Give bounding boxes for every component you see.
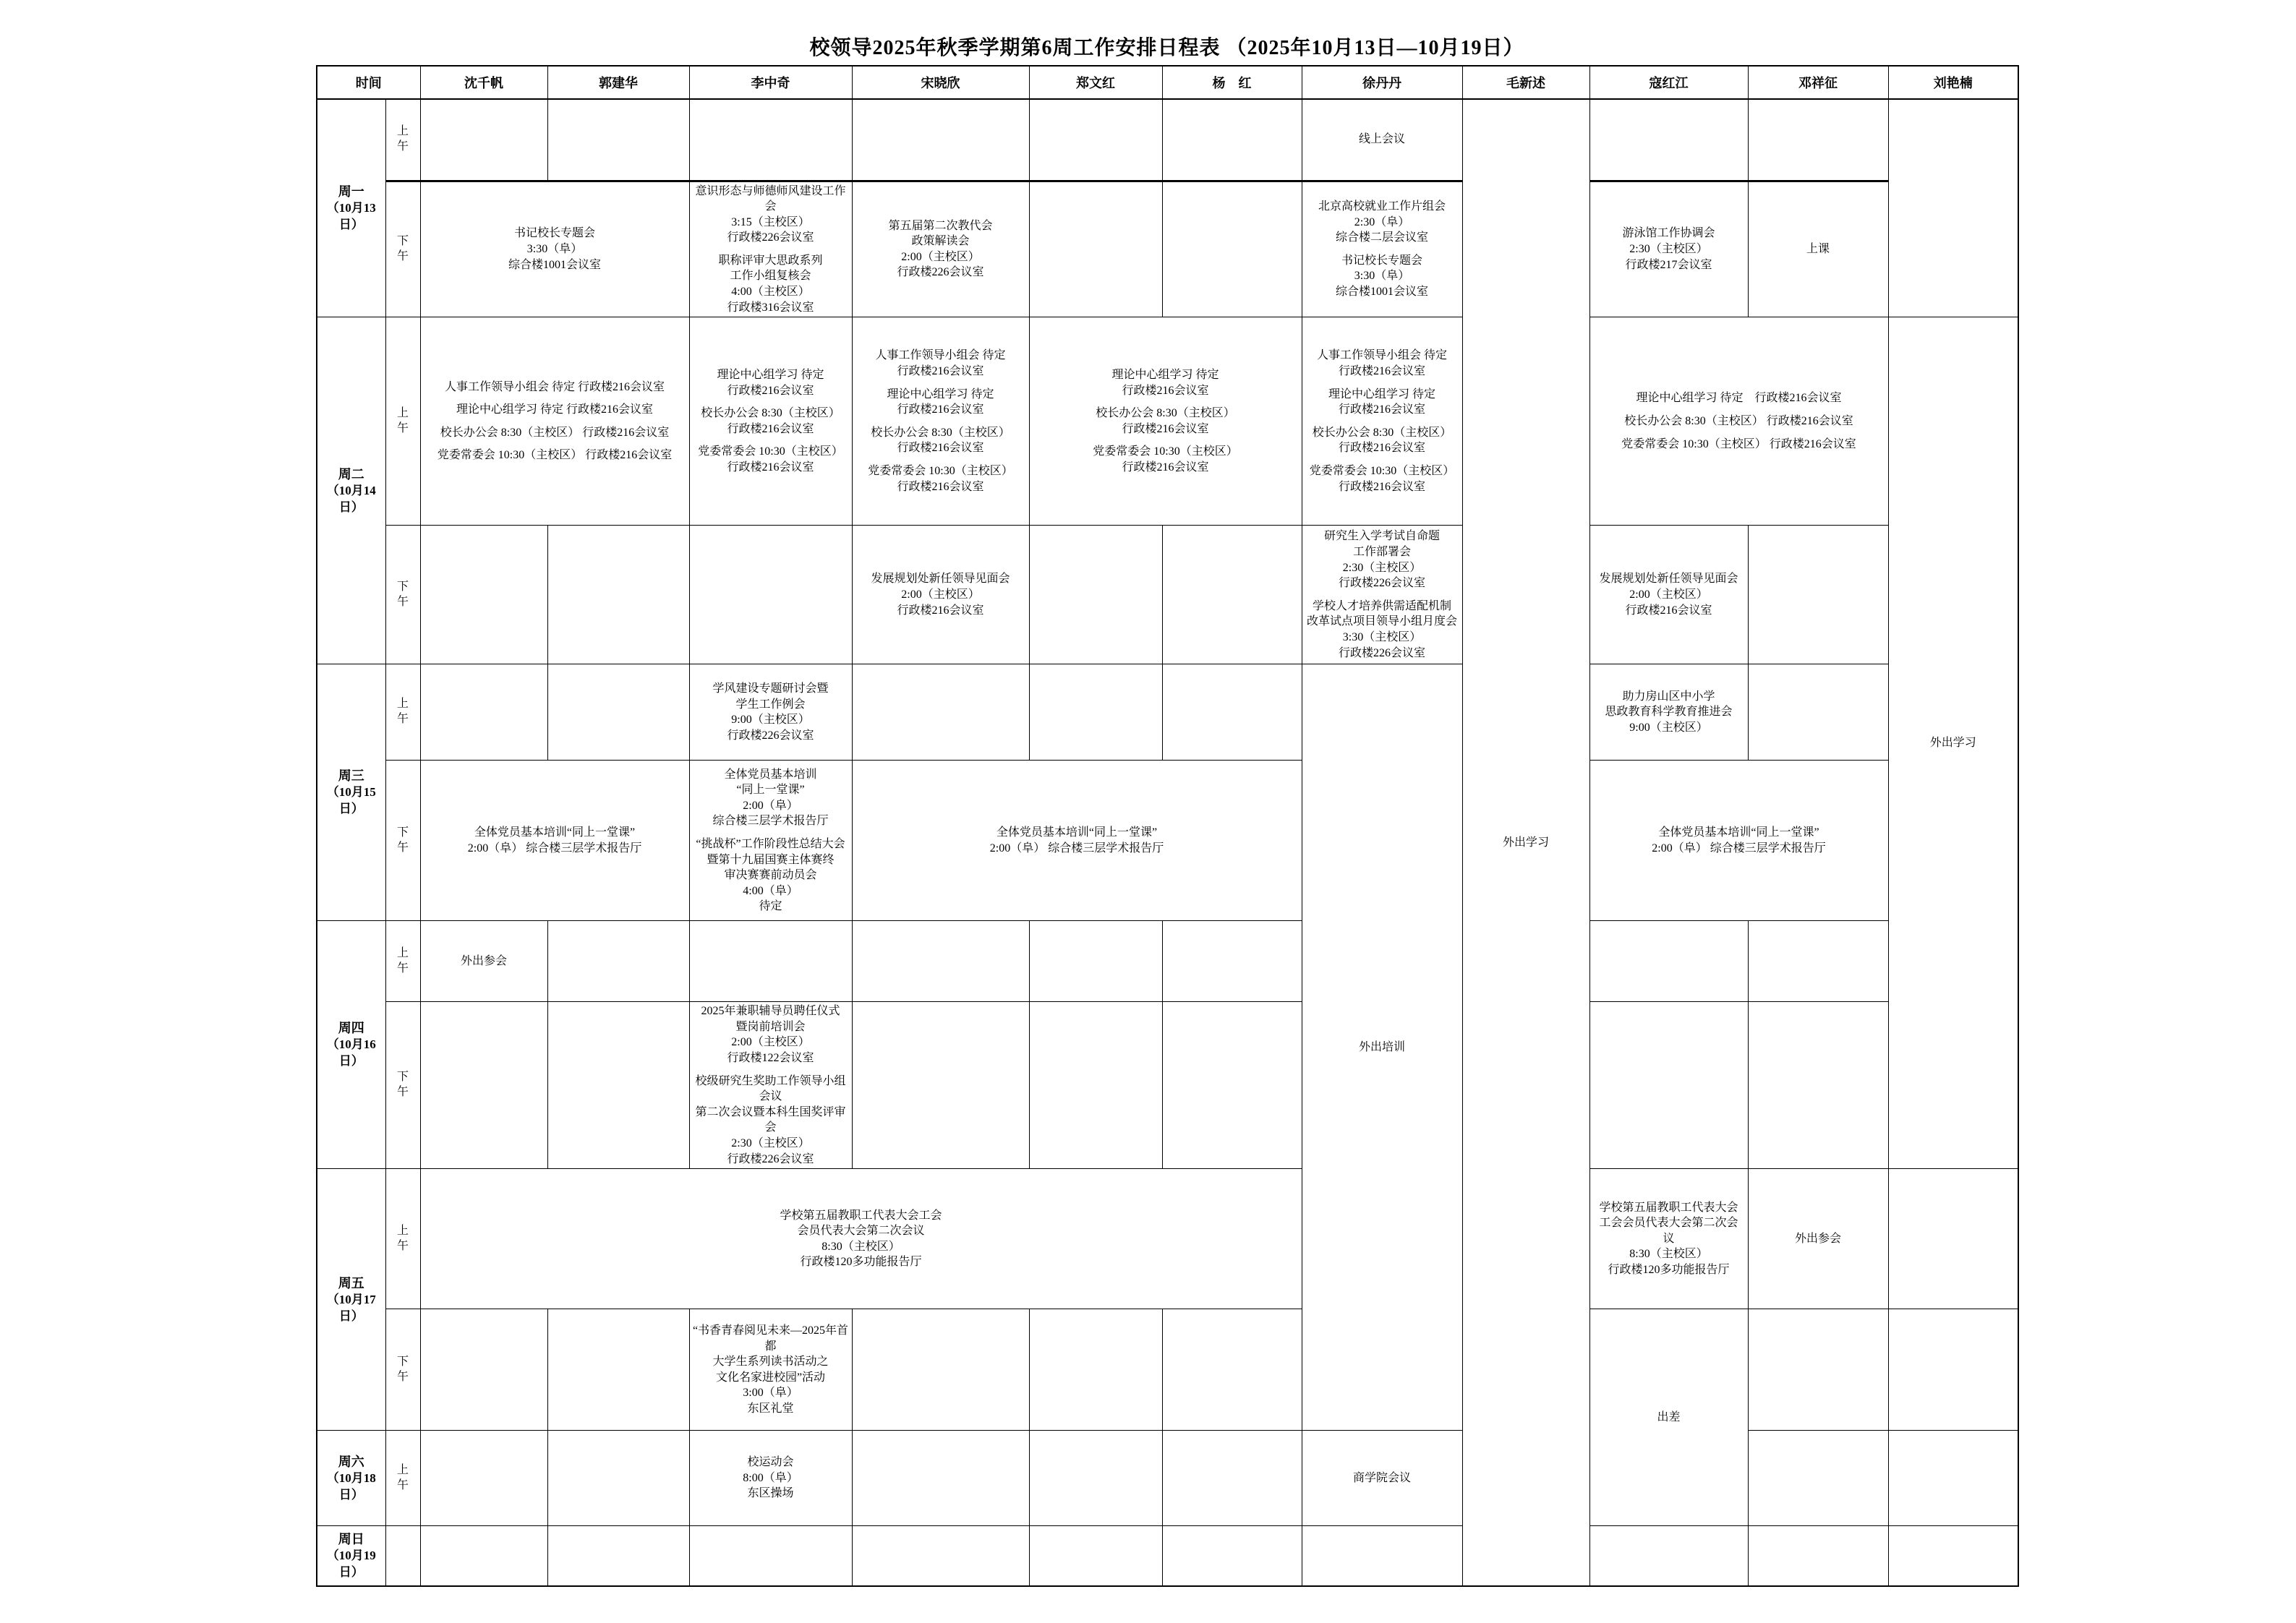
header-row [317,66,2018,99]
empty-cell [1162,1526,1302,1586]
empty-cell [852,1309,1029,1431]
schedule-cell: 全体党员基本培训“同上一堂课” 2:00（阜） 综合楼三层学术报告厅 [852,761,1302,921]
header-name-cell-2: 郭建华 [547,66,689,99]
empty-cell [1162,1431,1302,1526]
ampm-cell: 下 午 [385,761,420,921]
empty-cell [547,1002,689,1169]
day-cell: 周四 （10月16日） [317,921,385,1169]
ampm-cell [385,1526,420,1586]
table-row-11 [317,1526,2018,1586]
ampm-cell: 下 午 [385,526,420,664]
header-name-cell-7: 徐丹丹 [1302,66,1462,99]
table-row-5 [317,761,2018,921]
empty-cell [547,1309,689,1431]
empty-cell [1029,1309,1162,1431]
schedule-cell: 理论中心组学习 待定 行政楼216会议室 校长办公会 8:30（主校区） 行政楼216会议室 党委常委会 10:30（主校区） 行政楼216会议室 [689,317,852,526]
empty-cell [1888,1431,2018,1526]
header-name-cell-8: 毛新述 [1462,66,1589,99]
ampm-cell: 上 午 [385,1169,420,1309]
day-cell: 周一 （10月13日） [317,99,385,317]
schedule-cell: 意识形态与师德师风建设工作会 3:15（主校区） 行政楼226会议室 职称评审大思政系列 工作小组复核会 4:00（主校区） 行政楼316会议室 [689,181,852,317]
empty-cell [1589,1526,1748,1586]
header-name-cell-5: 郑文红 [1029,66,1162,99]
ampm-cell: 上 午 [385,317,420,526]
day-cell: 周五 （10月17日） [317,1169,385,1431]
table-row-6 [317,921,2018,1002]
schedule-cell: 外出学习 [1888,317,2018,1169]
empty-cell [420,99,547,181]
empty-cell [1162,181,1302,317]
table-row-7 [317,1002,2018,1169]
table-row-3 [317,526,2018,664]
schedule-cell: 全体党员基本培训“同上一堂课” 2:00（阜） 综合楼三层学术报告厅 [1589,761,1888,921]
empty-cell [852,664,1029,761]
day-cell: 周二 （10月14日） [317,317,385,664]
empty-cell [852,1431,1029,1526]
empty-cell [1029,526,1162,664]
table-row-1 [317,181,2018,317]
day-cell: 周六 （10月18日） [317,1431,385,1526]
schedule-body [317,66,2018,1586]
schedule-cell: 人事工作领导小组会 待定 行政楼216会议室 理论中心组学习 待定 行政楼216会议室 校长办公会 8:30（主校区） 行政楼216会议室 党委常委会 10:30（主校区） 行政楼216会议室 [420,317,689,526]
empty-cell [420,1309,547,1431]
schedule-cell: 助力房山区中小学 思政教育科学教育推进会 9:00（主校区） [1589,664,1748,761]
empty-cell [547,526,689,664]
schedule-cell: 发展规划处新任领导见面会 2:00（主校区） 行政楼216会议室 [852,526,1029,664]
schedule-cell: 学校第五届教职工代表大会 工会会员代表大会第二次会 议 8:30（主校区） 行政楼120多功能报告厅 [1589,1169,1748,1309]
header-time-cell: 时间 [317,66,420,99]
empty-cell [1029,181,1162,317]
table-row-2 [317,317,2018,526]
empty-cell [1162,1002,1302,1169]
empty-cell [1029,1002,1162,1169]
schedule-cell: 外出培训 [1302,664,1462,1431]
header-name-cell-11: 刘艳楠 [1888,66,2018,99]
schedule-cell: 外出学习 [1462,99,1589,1586]
empty-cell [1162,1309,1302,1431]
table-row-8 [317,1169,2018,1309]
empty-cell [1748,99,1888,181]
empty-cell [1029,99,1162,181]
schedule-cell: 线上会议 [1302,99,1462,181]
empty-cell [1888,99,2018,317]
empty-cell [1888,1309,2018,1431]
table-row-10 [317,1431,2018,1526]
schedule-cell: 人事工作领导小组会 待定 行政楼216会议室 理论中心组学习 待定 行政楼216会议室 校长办公会 8:30（主校区） 行政楼216会议室 党委常委会 10:30（主校区） 行政楼216会议室 [1302,317,1462,526]
schedule-cell: 书记校长专题会 3:30（阜） 综合楼1001会议室 [420,181,689,317]
empty-cell [852,921,1029,1002]
page-title: 校领导2025年秋季学期第6周工作安排日程表 （2025年10月13日—10月19日） [809,37,1524,59]
empty-cell [1748,921,1888,1002]
empty-cell [1748,1309,1888,1431]
schedule-cell: 商学院会议 [1302,1431,1462,1526]
empty-cell [1162,664,1302,761]
ampm-cell: 上 午 [385,1431,420,1526]
empty-cell [689,921,852,1002]
empty-cell [547,1431,689,1526]
schedule-cell: 第五届第二次教代会 政策解读会 2:00（主校区） 行政楼226会议室 [852,181,1029,317]
empty-cell [689,526,852,664]
ampm-cell: 下 午 [385,1002,420,1169]
table-row-9 [317,1309,2018,1431]
empty-cell [1162,99,1302,181]
schedule-cell: 发展规划处新任领导见面会 2:00（主校区） 行政楼216会议室 [1589,526,1748,664]
schedule-cell: 2025年兼职辅导员聘任仪式 暨岗前培训会 2:00（主校区） 行政楼122会议室 校级研究生奖助工作领导小组会议 第二次会议暨本科生国奖评审会 2:30（主校区） 行政楼226会议室 [689,1002,852,1169]
empty-cell [1589,99,1748,181]
empty-cell [1589,921,1748,1002]
header-name-cell-1: 沈千帆 [420,66,547,99]
empty-cell [547,1526,689,1586]
empty-cell [1029,664,1162,761]
schedule-cell: 外出参会 [1748,1169,1888,1309]
header-name-cell-6: 杨 红 [1162,66,1302,99]
ampm-cell: 上 午 [385,664,420,761]
empty-cell [547,921,689,1002]
empty-cell [1748,1526,1888,1586]
schedule-cell: 理论中心组学习 待定 行政楼216会议室 校长办公会 8:30（主校区） 行政楼216会议室 党委常委会 10:30（主校区） 行政楼216会议室 [1029,317,1302,526]
schedule-cell: 游泳馆工作协调会 2:30（主校区） 行政楼217会议室 [1589,181,1748,317]
schedule-cell: 校运动会 8:00（阜） 东区操场 [689,1431,852,1526]
empty-cell [1748,1431,1888,1526]
empty-cell [852,1526,1029,1586]
day-cell: 周三 （10月15日） [317,664,385,921]
empty-cell [1589,1002,1748,1169]
empty-cell [852,1002,1029,1169]
ampm-cell: 下 午 [385,181,420,317]
empty-cell [420,1431,547,1526]
empty-cell [1162,526,1302,664]
empty-cell [420,1002,547,1169]
empty-cell [1888,1169,2018,1309]
day-cell: 周日 （10月19日） [317,1526,385,1586]
empty-cell [1162,921,1302,1002]
ampm-cell: 下 午 [385,1309,420,1431]
empty-cell [1888,1526,2018,1586]
empty-cell [420,1526,547,1586]
empty-cell [1029,1431,1162,1526]
empty-cell [547,664,689,761]
header-name-cell-4: 宋晓欣 [852,66,1029,99]
ampm-cell: 上 午 [385,99,420,181]
ampm-cell: 上 午 [385,921,420,1002]
table-row-4 [317,664,2018,761]
schedule-cell: 外出参会 [420,921,547,1002]
header-name-cell-10: 邓祥征 [1748,66,1888,99]
empty-cell [1748,1002,1888,1169]
header-name-cell-3: 李中奇 [689,66,852,99]
empty-cell [852,99,1029,181]
schedule-cell: 出差 [1589,1309,1748,1526]
schedule-cell: 研究生入学考试自命题 工作部署会 2:30（主校区） 行政楼226会议室 学校人才培养供需适配机制 改革试点项目领导小组月度会 3:30（主校区） 行政楼226会议室 [1302,526,1462,664]
empty-cell [689,99,852,181]
schedule-table [316,65,2019,1587]
schedule-cell: 理论中心组学习 待定 行政楼216会议室 校长办公会 8:30（主校区） 行政楼216会议室 党委常委会 10:30（主校区） 行政楼216会议室 [1589,317,1888,526]
schedule-cell: 学风建设专题研讨会暨 学生工作例会 9:00（主校区） 行政楼226会议室 [689,664,852,761]
empty-cell [547,99,689,181]
schedule-cell: 北京高校就业工作片组会 2:30（阜） 综合楼二层会议室 书记校长专题会 3:30（阜） 综合楼1001会议室 [1302,181,1462,317]
empty-cell [420,526,547,664]
schedule-cell: 上课 [1748,181,1888,317]
table-row-0 [317,99,2018,181]
empty-cell [1029,921,1162,1002]
empty-cell [420,664,547,761]
schedule-cell: 学校第五届教职工代表大会工会 会员代表大会第二次会议 8:30（主校区） 行政楼120多功能报告厅 [420,1169,1302,1309]
empty-cell [1302,1526,1462,1586]
empty-cell [689,1526,852,1586]
schedule-cell: 全体党员基本培训“同上一堂课” 2:00（阜） 综合楼三层学术报告厅 [420,761,689,921]
empty-cell [1748,664,1888,761]
schedule-cell: “书香青春阅见未来—2025年首都 大学生系列读书活动之 文化名家进校园”活动 3:00（阜） 东区礼堂 [689,1309,852,1431]
empty-cell [1029,1526,1162,1586]
schedule-cell: 人事工作领导小组会 待定 行政楼216会议室 理论中心组学习 待定 行政楼216会议室 校长办公会 8:30（主校区） 行政楼216会议室 党委常委会 10:30（主校区） 行政楼216会议室 [852,317,1029,526]
schedule-cell: 全体党员基本培训 “同上一堂课” 2:00（阜） 综合楼三层学术报告厅 “挑战杯”工作阶段性总结大会 暨第十九届国赛主体赛终 审决赛赛前动员会 4:00（阜） 待定 [689,761,852,921]
empty-cell [1748,526,1888,664]
header-name-cell-9: 寇红江 [1589,66,1748,99]
